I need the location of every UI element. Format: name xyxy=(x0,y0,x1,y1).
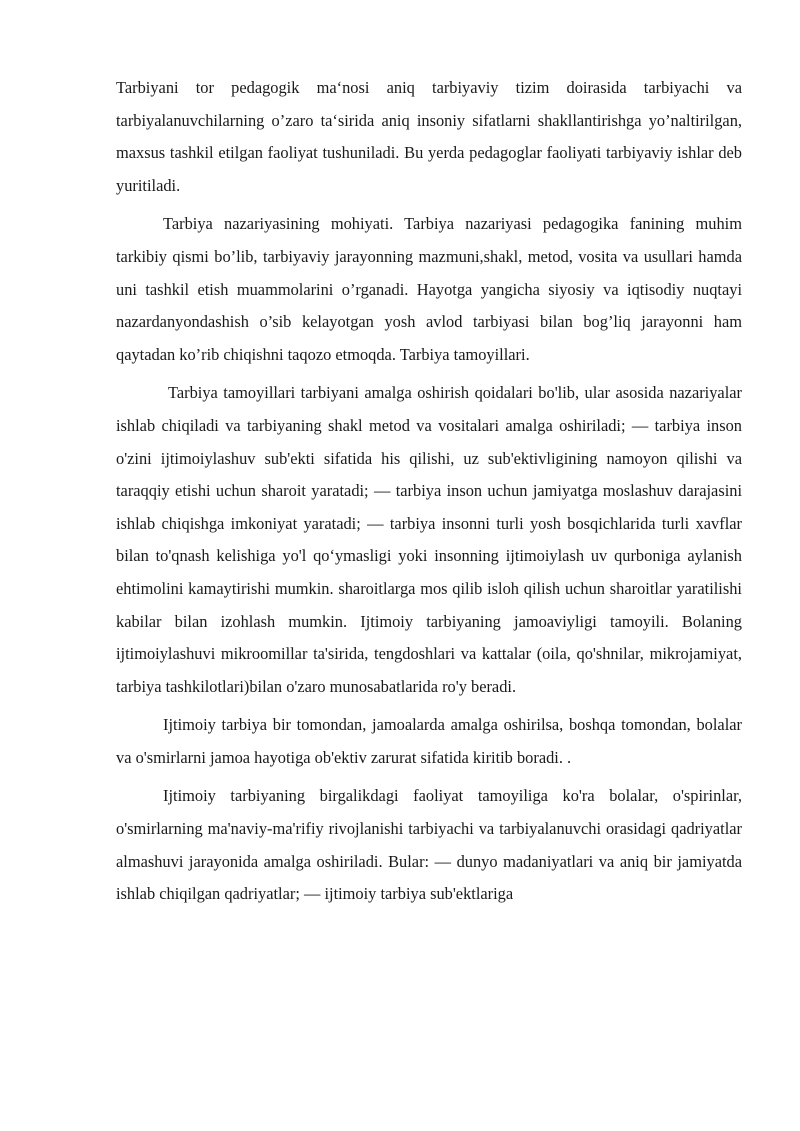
paragraph-3: Tarbiya tamoyillari tarbiyani amalga oshirish qoidalari bo'lib, ular asosida nazariyalar ishlab chiqiladi va tarbiyaning shakl metod va vositalari amalga oshiriladi; — tarbiya inson o'zini ijtimoiylashuv sub'ekti sifatida his qilishi, uz sub'ektivligining namoyon qilishi va taraqqiy etishi uchun sharoit yaratadi; — tarbiya inson uchun jamiyatga moslashuv darajasini ishlab chiqishga imkoniyat yaratadi; — tarbiya insonni turli yosh bosqichlarida turli xavflar bilan to'qnash kelishiga yo'l qo‘ymasligi yoki insonning ijtimoiylash uv qurboniga aylanish ehtimolini kamaytirishi mumkin. sharoitlarga mos qilib isloh qilish uchun sharoitlar yaratilishi kabilar bilan izohlash mumkin. Ijtimoiy tarbiyaning jamoaviyligi tamoyili. Bolaning ijtimoiylashuvi mikroomillar ta'sirida, tengdoshlari va kattalar (oila, qo'shnilar, mikrojamiyat, tarbiya tashkilotlari)bilan o'zaro munosabatlarida ro'y beradi. xyxy=(116,383,742,696)
document-page xyxy=(116,72,742,917)
paragraph-2: Tarbiya nazariyasining mohiyati. Tarbiya nazariyasi pedagogika fanining muhim tarkibiy qismi bo’lib, tarbiyaviy jarayonning mazmuni,shakl, metod, vosita va usullari hamda uni tashkil etish muammolarini o’rganadi. Hayotga yangicha siyosiy va iqtisodiy nuqtayi nazardanyondashish o’sib kelayotgan yosh avlod tarbiyasi bilan bog’liq jarayonni ham qaytadan ko’rib chiqishni taqozo etmoqda. Tarbiya tamoyillari. xyxy=(116,214,742,364)
paragraph-1: Tarbiyani tor pedagogik ma‘nosi aniq tarbiyaviy tizim doirasida tarbiyachi va tarbiyalanuvchilarning o’zaro ta‘sirida aniq insoniy sifatlarni shakllantirishga yo’naltirilgan, maxsus tashkil etilgan faoliyat tushuniladi. Bu yerda pedagoglar faoliyati tarbiyaviy ishlar deb yuritiladi. xyxy=(116,78,742,195)
paragraph-5: Ijtimoiy tarbiyaning birgalikdagi faoliyat tamoyiliga ko'ra bolalar, o'spirinlar, o'smirlarning ma'naviy-ma'rifiy rivojlanishi tarbiyachi va tarbiyalanuvchi orasidagi qadriyatlar almashuvi jarayonida amalga oshiriladi. Bular: — dunyo madaniyatlari va aniq bir jamiyatda ishlab chiqilgan qadriyatlar; — ijtimoiy tarbiya sub'ektlariga xyxy=(116,786,742,904)
paragraph-4: Ijtimoiy tarbiya bir tomondan, jamoalarda amalga oshirilsa, boshqa tomondan, bolalar va o'smirlarni jamoa hayotiga ob'ektiv zarurat sifatida kiritib boradi. . xyxy=(116,715,742,767)
